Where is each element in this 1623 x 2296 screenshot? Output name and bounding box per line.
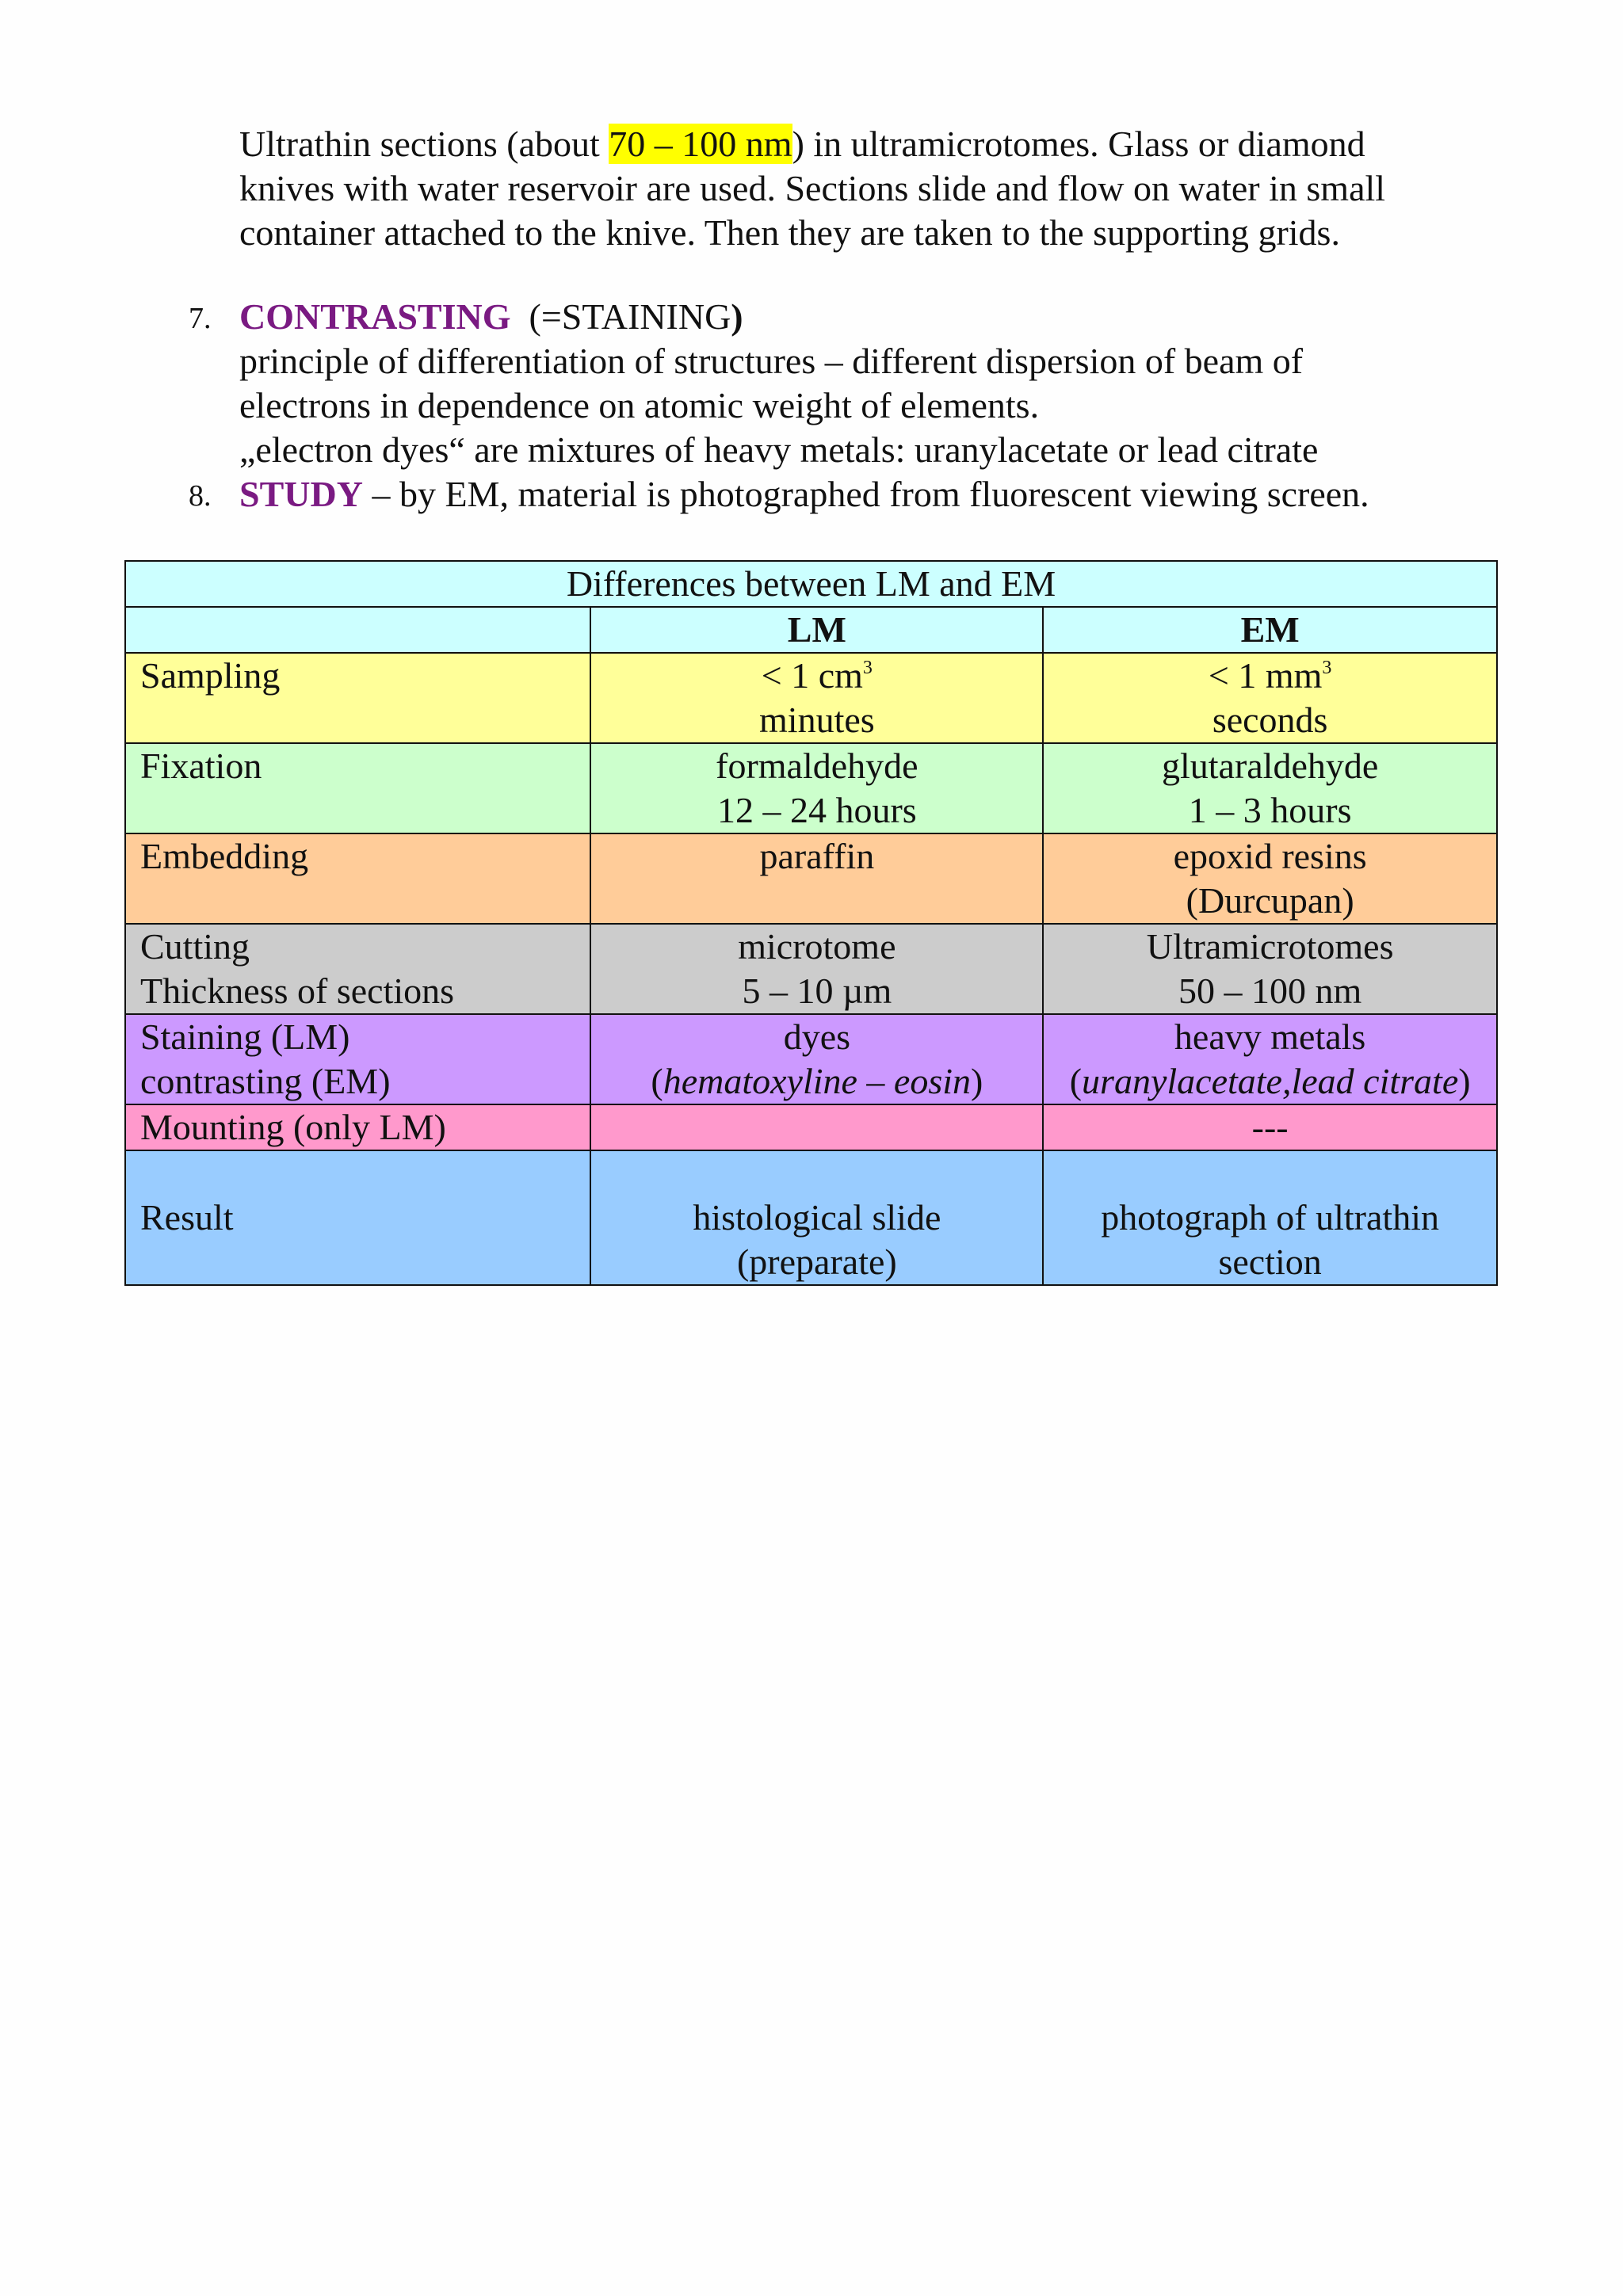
cell-line [1044,1059,1496,1104]
lm-cell [590,653,1043,743]
em-cell [1043,1014,1497,1104]
list-item-text: principle of differentiation of structures – different dispersion of beam of [239,341,1304,381]
row-label [125,924,590,1014]
cell-line: 5 – 10 µm [742,971,892,1011]
cell-line: minutes [759,700,875,740]
superscript: 3 [862,658,873,678]
cell-line: microtome [738,926,896,967]
em-cell [1043,1150,1497,1285]
cell-line: contrasting (EM) [140,1061,391,1101]
cell-line: Staining (LM) [140,1016,350,1057]
cell-line: Cutting [140,926,250,967]
intro-line-1 [239,122,1476,166]
table-row-fixation [125,743,1497,833]
comparison-table [124,560,1498,1286]
paren: ( [1069,1061,1083,1101]
table-header-row [125,607,1497,653]
cell-line: 50 – 100 nm [1178,971,1362,1011]
paren: ) [971,1061,983,1101]
row-label: Result [125,1150,590,1285]
paren: ( [651,1061,663,1101]
cell-text: < 1 cm [761,655,863,696]
em-cell [1043,833,1497,924]
list-item-text: electrons in dependence on atomic weight of elements. [239,385,1040,425]
list-number: 8. [189,479,212,513]
heading-paren: ) [731,296,743,337]
table-caption-row [125,561,1497,607]
lm-cell [590,1104,1043,1150]
lm-cell [590,1014,1043,1104]
cell-line [591,1059,1042,1104]
cell-line [1044,654,1496,698]
em-cell [1043,743,1497,833]
list-item-heading [239,472,1506,517]
em-cell [1043,924,1497,1014]
cell-text: < 1 mm [1208,655,1323,696]
lm-cell [590,1150,1043,1285]
cell-line: (preparate) [736,1241,897,1282]
em-cell: --- [1043,1104,1497,1150]
cell-line: section [1218,1241,1322,1282]
row-label: Embedding [125,833,590,924]
row-label: Fixation [125,743,590,833]
intro-text: ) in ultramicrotomes. Glass or diamond [792,124,1365,164]
table-row-mounting [125,1104,1497,1150]
cell-line: dyes [783,1016,851,1057]
table-row-staining [125,1014,1497,1104]
paren: ) [1458,1061,1471,1101]
cell-line: Ultramicrotomes [1146,926,1394,967]
header-cell-em: EM [1043,607,1497,653]
intro-line-3: container attached to the knive. Then they are taken to the supporting grids. [239,212,1340,253]
cell-line: formaldehyde [716,746,918,786]
numbered-list [0,295,1506,517]
italic-text: hematoxyline – eosin [663,1061,972,1101]
lm-cell [590,743,1043,833]
list-item-study [0,472,1506,517]
cell-line: (Durcupan) [1186,880,1354,921]
cell-line: paraffin [759,836,875,876]
row-label: Mounting (only LM) [125,1104,590,1150]
row-label [125,1014,590,1104]
list-item-text: „electron dyes“ are mixtures of heavy metals: uranylacetate or lead citrate [239,429,1319,470]
study-heading: STUDY [239,474,363,514]
cell-line: Thickness of sections [140,971,455,1011]
heading-suffix: (=STAINING [510,296,731,337]
intro-paragraph [239,122,1476,255]
highlighted-thickness: 70 – 100 nm [609,124,792,164]
intro-text: Ultrathin sections (about [239,124,609,164]
list-item-contrasting [0,295,1506,472]
cell-line: 12 – 24 hours [716,790,917,830]
row-label: Sampling [125,653,590,743]
cell-line [591,654,1042,698]
table-row-embedding [125,833,1497,924]
table-row-result [125,1150,1497,1285]
table-caption: Differences between LM and EM [125,561,1497,607]
list-item-text: – by EM, material is photographed from fluorescent viewing screen. [362,474,1369,514]
cell-line: seconds [1212,700,1328,740]
italic-text: uranylacetate,lead citrate [1082,1061,1459,1101]
table-row-cutting [125,924,1497,1014]
table-row-sampling [125,653,1497,743]
cell-line: heavy metals [1174,1016,1366,1057]
header-cell-lm: LM [590,607,1043,653]
intro-line-2: knives with water reservoir are used. Sections slide and flow on water in small [239,168,1386,208]
cell-line: glutaraldehyde [1161,746,1379,786]
cell-line: photograph of ultrathin [1101,1197,1439,1238]
cell-line: histological slide [693,1197,941,1238]
em-cell [1043,653,1497,743]
cell-line: epoxid resins [1173,836,1367,876]
header-cell-empty [125,607,590,653]
lm-cell [590,924,1043,1014]
cell-line: 1 – 3 hours [1188,790,1352,830]
list-number: 7. [189,302,212,335]
list-item-heading [239,295,1506,339]
contrasting-heading: CONTRASTING [239,296,511,337]
lm-cell [590,833,1043,924]
superscript: 3 [1322,658,1332,678]
